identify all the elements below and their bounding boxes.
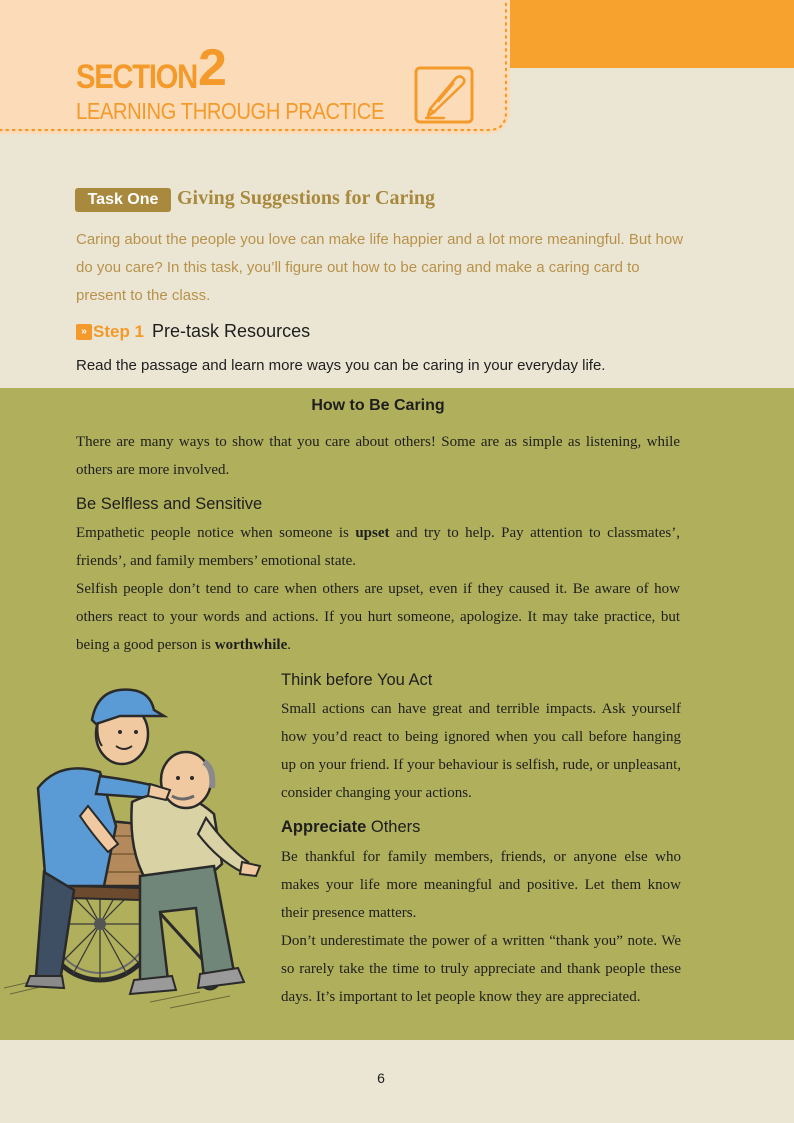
page-number: 6	[377, 1070, 385, 1086]
double-chevron-icon: »	[76, 324, 92, 340]
step-title: Pre-task Resources	[152, 321, 311, 341]
heading-appreciate-others: Appreciate Others	[281, 818, 421, 836]
pen-writing-icon	[414, 66, 474, 124]
step-instruction: Read the passage and learn more ways you can be caring in your everyday life.	[76, 357, 606, 374]
section-subtitle: LEARNING THROUGH PRACTICE	[76, 98, 385, 124]
paragraph-be-thankful: Be thankful for family members, friends, or anyone else who makes your life more meaningful and positive. Let them know their presence matters.	[281, 849, 681, 921]
passage-intro-paragraph: There are many ways to show that you care about others! Some are as simple as listening, while others are more involved.	[76, 434, 680, 478]
paragraph-selfish: Selfish people don’t tend to care when others are upset, even if they caused it. Be aware of how others react to your words and actions. If you hurt someone, apologize. It may take practice, but being a good person is worthwhile.	[76, 581, 680, 653]
section-label: SECTION	[76, 58, 197, 96]
paragraph-empathetic: Empathetic people notice when someone is upset and try to help. Pay attention to classmates’, friends’, and family members’ emotional state.	[76, 525, 680, 569]
passage-title: How to Be Caring	[311, 397, 445, 414]
vocab-worthwhile: worthwhile	[214, 637, 288, 653]
paragraph-small-actions: Small actions can have great and terrible impacts. Ask yourself how you’d react to being ignored when you call before hanging up on your friend. If your behaviour is selfish, rude, or unpleasant, consider changing your actions.	[281, 701, 681, 801]
heading-think-before-you-act: Think before You Act	[281, 671, 433, 689]
section-number: 2	[198, 39, 227, 97]
task-badge: Task One	[75, 188, 171, 212]
header-orange-bar	[510, 0, 794, 68]
task-title: Giving Suggestions for Caring	[177, 187, 435, 209]
young-man-helping-elderly-man-into-wheelchair-illustration	[0, 676, 272, 1016]
paragraph-thank-you-note: Don’t underestimate the power of a written “thank you” note. We so rarely take the time to truly appreciate and thank people these days. It’s important to let people know they are appreciated.	[281, 933, 681, 1005]
step-heading	[76, 321, 310, 342]
vocab-upset: upset	[355, 525, 390, 541]
task-intro: Caring about the people you love can make life happier and a lot more meaningful. But how do you care? In this task, you’ll figure out how to be caring and make a caring card to present to the class.	[76, 231, 684, 304]
heading-be-selfless: Be Selfless and Sensitive	[76, 495, 263, 513]
step-number: Step 1	[93, 321, 145, 341]
